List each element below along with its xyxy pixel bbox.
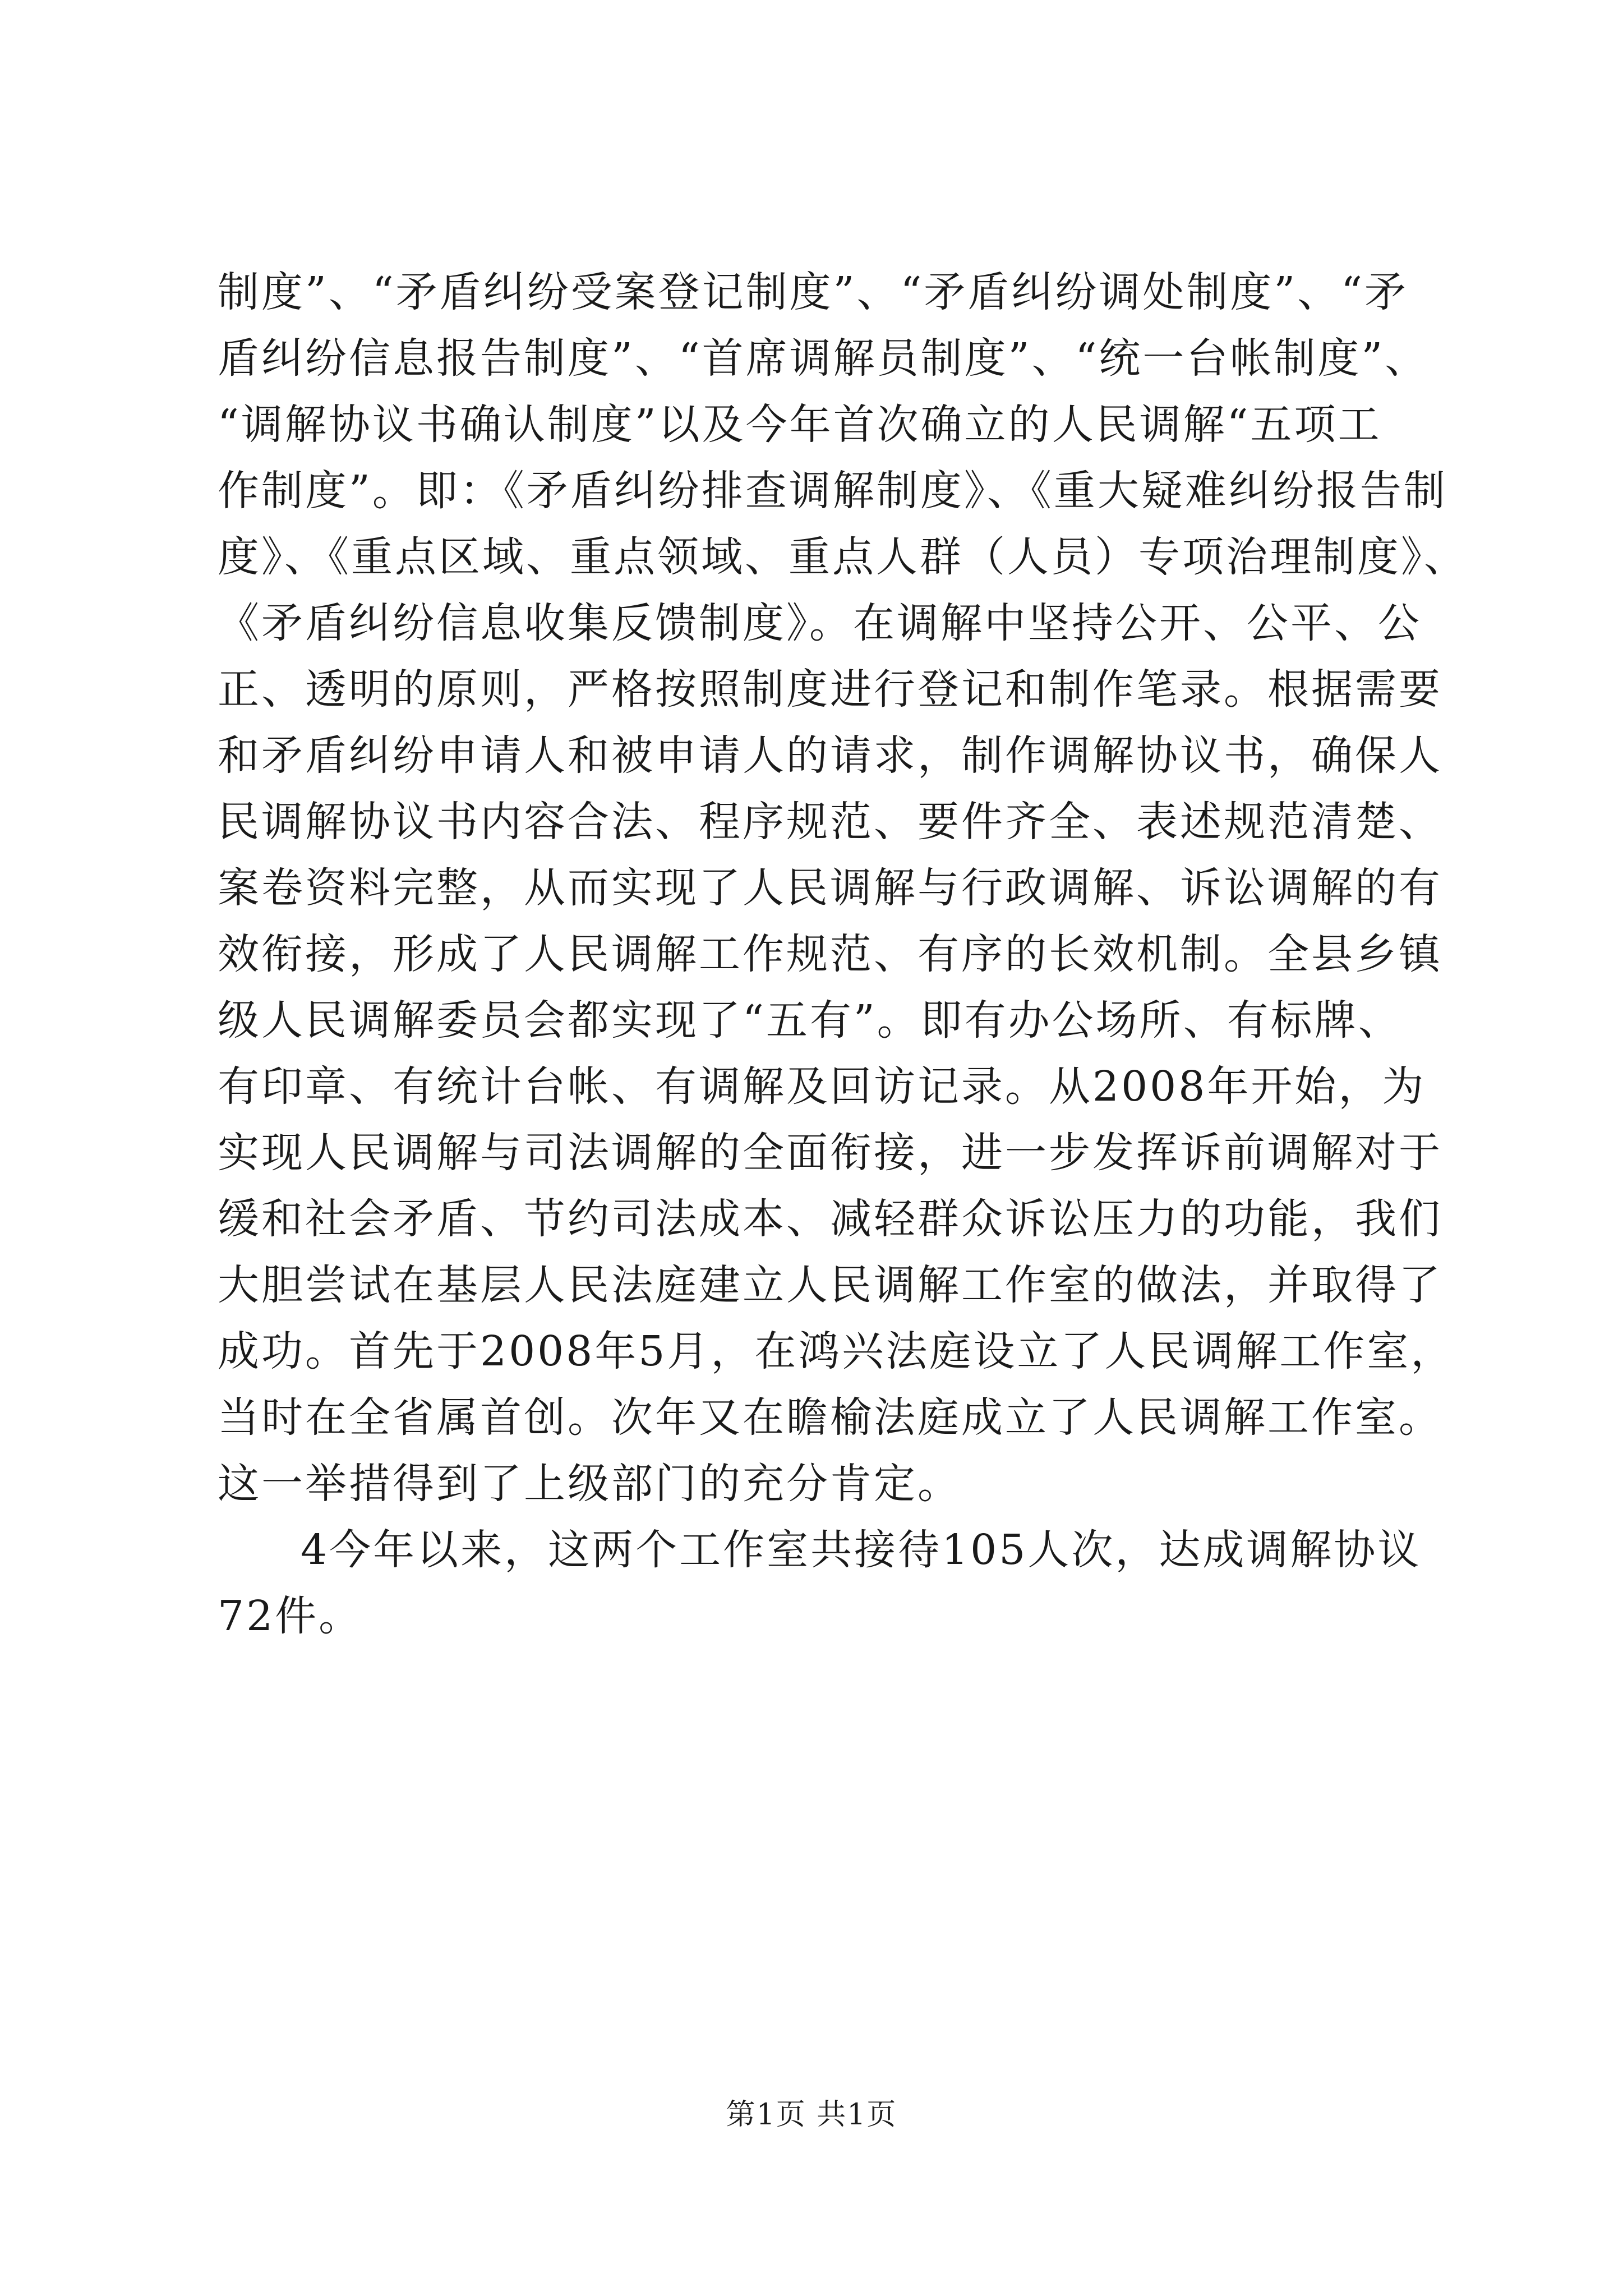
text-line: 度》、《重点区域、重点领域、重点人群（人员）专项治理制度》、 bbox=[218, 533, 1468, 581]
text-line: 盾纠纷信息报告制度”、“首席调解员制度”、“统一台帐制度”、 bbox=[218, 334, 1429, 383]
text-line: 和矛盾纠纷申请人和被申请人的请求，制作调解协议书，确保人 bbox=[218, 731, 1442, 780]
text-line: 作制度”。即：《矛盾纠纷排查调解制度》、《重大疑难纠纷报告制 bbox=[218, 467, 1447, 515]
text-line: 成功。首先于2008年5月，在鸿兴法庭设立了人民调解工作室， bbox=[218, 1327, 1455, 1375]
text-line: 级人民调解委员会都实现了“五有”。即有办公场所、有标牌、 bbox=[218, 996, 1402, 1045]
text-line: 72件。 bbox=[218, 1592, 363, 1640]
text-line: 实现人民调解与司法调解的全面衔接，进一步发挥诉前调解对于 bbox=[218, 1129, 1442, 1177]
document-body bbox=[218, 259, 1479, 1649]
text-line: 有印章、有统计台帐、有调解及回访记录。从2008年开始，为 bbox=[218, 1062, 1426, 1111]
page-footer-number: 第1页 共1页 bbox=[726, 2098, 897, 2132]
text-line: 民调解协议书内容合法、程序规范、要件齐全、表述规范清楚、 bbox=[218, 798, 1442, 846]
text-line: 缓和社会矛盾、节约司法成本、减轻群众诉讼压力的功能，我们 bbox=[218, 1195, 1442, 1243]
text-line: “调解协议书确认制度”以及今年首次确立的人民调解“五项工 bbox=[218, 401, 1382, 449]
text-line: 正、透明的原则，严格按照制度进行登记和制作笔录。根据需要 bbox=[218, 665, 1442, 714]
text-line: 制度”、“矛盾纠纷受案登记制度”、“矛盾纠纷调处制度”、“矛 bbox=[218, 268, 1408, 316]
text-line: 4今年以来，这两个工作室共接待105人次，达成调解协议 bbox=[301, 1526, 1422, 1574]
paragraph-1 bbox=[218, 259, 1479, 1517]
text-line: 效衔接，形成了人民调解工作规范、有序的长效机制。全县乡镇 bbox=[218, 930, 1442, 978]
paragraph-2 bbox=[218, 1517, 1479, 1649]
text-line: 《矛盾纠纷信息收集反馈制度》。在调解中坚持公开、公平、公 bbox=[218, 599, 1422, 647]
text-line: 大胆尝试在基层人民法庭建立人民调解工作室的做法，并取得了 bbox=[218, 1261, 1442, 1309]
text-line: 案卷资料完整，从而实现了人民调解与行政调解、诉讼调解的有 bbox=[218, 864, 1442, 912]
text-line: 这一举措得到了上级部门的充分肯定。 bbox=[218, 1460, 961, 1508]
text-line: 当时在全省属首创。次年又在瞻榆法庭成立了人民调解工作室。 bbox=[218, 1393, 1442, 1442]
